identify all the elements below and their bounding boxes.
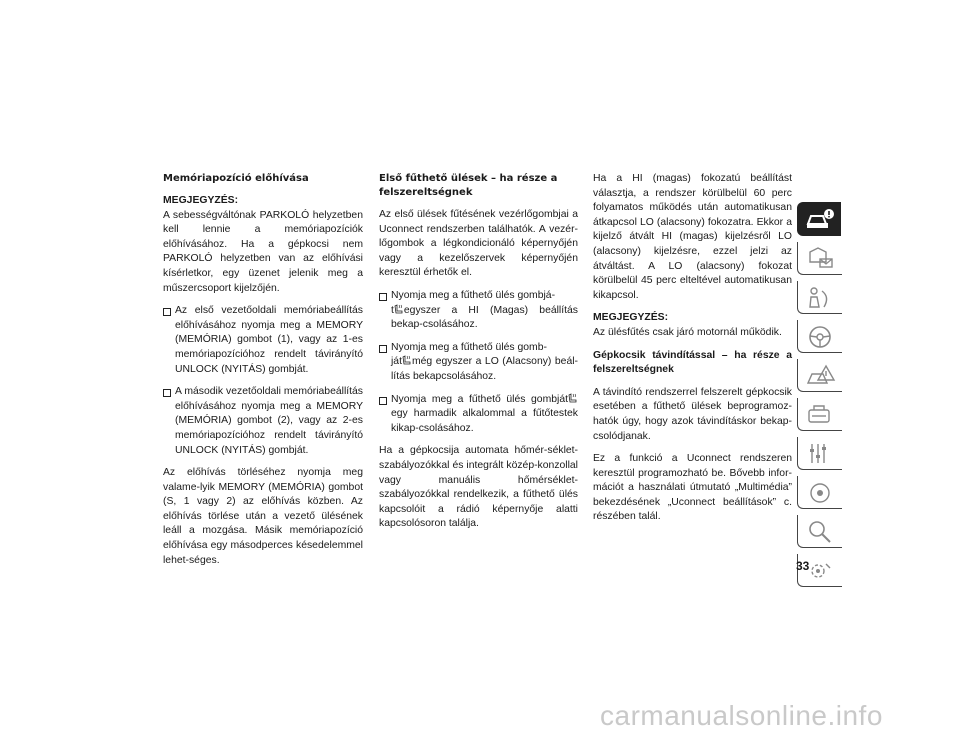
search-icon [806,519,836,545]
note-label: MEGJEGYZÉS: [593,312,669,324]
paragraph: Ez a funkció a Uconnect rendszeren keresztül programozható be. Bővebb infor-mációt a használati útmutató „Multimédia” bekezdésének „Uconnect beállítások” c. részében talál. [593,453,792,523]
tab-driving[interactable] [797,320,842,353]
section-heading: Első fűthető ülések – ha része a felszereltségnek [379,173,558,198]
note [593,311,792,340]
warning-car-icon [806,363,836,389]
gear-icon [806,558,836,584]
paragraph: A távindító rendszerrel felszerelt gépkocsik esetében a fűthető ülések beprogramoz-hatók úgy, hogy azok távindításkor bekap-csolódjanak. [593,386,792,442]
bullet-list [379,289,578,436]
tab-car-info[interactable] [797,202,841,236]
checkbox-bullet-icon [163,308,171,316]
list-item: Nyomja meg a fűthető ülés gomb- ját még egyszer a LO (Alacsony) beál-lítás bekapcsolásához. [379,341,578,385]
tab-messages[interactable] [797,242,842,275]
note-label: MEGJEGYZÉS: [163,195,239,206]
paragraph: Az előhívás törléséhez nyomja meg valame-lyik MEMORY (MEMÓRIA) gombot (S, 1 vagy 2) az előhívás közben. Az előhívás törlése után a vezető ülésének leáll a mozgása. Másik memóriapozíció előhívása egy másodperces késedelemmel lehet-séges. [163,467,363,566]
tools-icon [806,402,836,428]
checkbox-bullet-icon [379,345,387,353]
column-2 [379,172,578,540]
subsection-heading: Gépkocsik távindítással – ha része a felszereltségnek [593,349,792,376]
heated-seat-icon [402,355,412,365]
chapter-tabs [797,202,843,593]
list-item: Nyomja meg a fűthető ülés gombjá- t egyszer a HI (Magas) beállítás bekap-csolásához. [379,289,578,333]
page-number: 33 [796,559,810,573]
message-icon [806,246,836,272]
steering-wheel-icon [806,324,836,350]
car-info-icon [805,206,835,232]
tab-service[interactable] [797,398,842,431]
wrench-icon [806,441,836,467]
tab-specifications[interactable] [797,437,842,470]
list-item: A második vezetőoldali memóriabeállítás előhívásához nyomja meg a MEMORY (MEMÓRIA) gombot (2), vagy az 2-es memóriapozícióhoz rendelt távirányító UNLOCK (NYITÁS) gombját. [163,385,363,458]
bullet-list [163,304,363,458]
paragraph: Ha a gépkocsija automata hőmér-séklet-szabályozókkal és integrált közép-konzollal vagy manuális hőmérséklet-szabályozókkal rendelkezik, a fűthető ülés kapcsolóit a rádió képernyője alatti kapcsolósoron találja. [379,445,578,530]
column-1 [163,172,363,576]
seat-belt-icon [806,285,836,311]
list-item: Az első vezetőoldali memóriabeállítás előhívásához nyomja meg a MEMORY (MEMÓRIA) gombot (1), vagy az 1-es memóriapozícióhoz rendelt távirányító UNLOCK (NYITÁS) gombját. [163,304,363,377]
heated-seat-icon [568,393,578,403]
note [163,194,363,296]
section-heading: Memóriapozíció előhívása [163,173,309,184]
tab-index[interactable] [797,515,842,548]
paragraph: Az első ülések fűtésének vezérlőgombjai a Uconnect rendszerben találhatók. A vezér-lőgombok a légkondicionáló képernyőjén vagy a kezelőszervek képernyőjén keresztül érhetők el. [379,209,578,279]
list-item: Nyomja meg a fűthető ülés gombjátegy harmadik alkalommal a fűtőtestek kikap-csolásához. [379,393,578,437]
tab-safety[interactable] [797,281,842,314]
tab-emergency[interactable] [797,359,842,392]
tab-multimedia[interactable] [797,476,842,509]
paragraph: Ha a HI (magas) fokozatú beállítást választja, a rendszer körülbelül 60 perc folyamatos működés után automatikusan átkapcsol LO (alacsony) fokozatra. Ekkor a kijelző átvált HI (magas) kijelzésről LO (alacsony) kijelzésre, ezzel jelzi az átváltást. A LO (alacsony) fokozat körülbelül 45 perc elteltével automatikusan kikapcsol. [593,173,792,301]
checkbox-bullet-icon [379,397,387,405]
checkbox-bullet-icon [379,293,387,301]
heated-seat-icon [394,304,404,314]
column-3 [593,172,792,533]
note-text: A sebességváltónak PARKOLÓ helyzetben kell lennie a memóriapozíciók előhívásához. Ha a gépkocsi nem PARKOLÓ helyzetben van az előhívási kísérletkor, egy üzenet jelenik meg a műszercsoport kijelzőjén. [163,209,363,294]
checkbox-bullet-icon [163,389,171,397]
note-text: Az ülésfűtés csak járó motornál működik. [593,326,782,338]
watermark: carmanualsonline.info [600,700,883,731]
multimedia-icon [806,480,836,506]
